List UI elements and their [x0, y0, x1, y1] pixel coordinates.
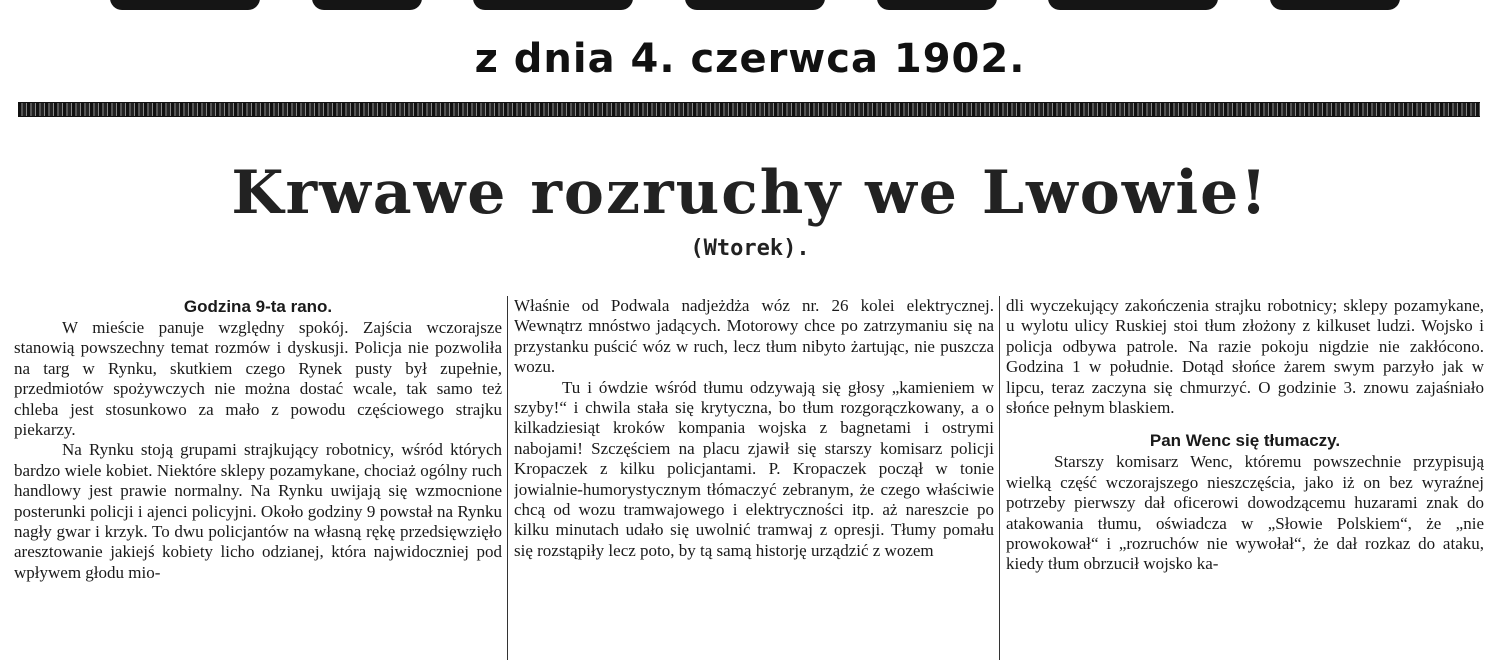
- paragraph: Starszy komisarz Wenc, któremu powszechnie przypisują wielką część wczorajszego nieszczęścia, jako iż on bez wyraźnej potrzeby pierwszy dał oficerowi dowodzącemu huzarami znak do atakowania tłumu, oświadcza w „Słowie Polskiem“, że „nie prowokował“ i „rozruchów nie wywołał“, że dał rozkaz do ataku, kiedy tłum obrzucił wojsko ka-: [1006, 452, 1484, 574]
- headline: Krwawe rozruchy we Lwowie!: [231, 158, 1269, 228]
- column-divider: [999, 296, 1000, 660]
- subheadline-day: (Wtorek).: [690, 236, 810, 261]
- paragraph: Na Rynku stoją grupami strajkujący robotnicy, wśród których bardzo wiele kobiet. Niektóre sklepy pozamykane, chociaż ogólny ruch handlowy jest prawie normalny. Na Rynku uwijają się wzmocnione posterunki policji i ajenci policyjni. Około godziny 9 powstał na Rynku nagły gwar i krzyk. To dwu policjantów na własną rękę przedsięwzięło aresztowanie jakiejś kobiety licho odzianej, która najwidoczniej pod wpływem głodu mio-: [14, 440, 502, 582]
- issue-date: z dnia 4. czerwca 1902.: [474, 36, 1026, 82]
- ornamental-rule: [18, 102, 1480, 117]
- section-heading-9am: Godzina 9-ta rano.: [183, 297, 333, 316]
- article-column-2: [514, 296, 994, 666]
- article-column-3: [1006, 296, 1484, 666]
- article-column-1: [14, 296, 502, 666]
- paragraph: Tu i ówdzie wśród tłumu odzywają się głosy „kamieniem w szyby!“ i chwila stała się krytyczna, bo tłum rozgorączkowany, a o kilkadziesiąt kroków kompania wojska z bagnetami i ostrymi nabojami! Szczęściem na placu zjawił się starszy komisarz policji Kropaczek z kilku policjantami. P. Kropaczek począł w tonie jowialnie-humorystycznym tłómaczyć zebranym, że czego właściwie chcą od wozu tramwajowego i elektryczności itp. aż nareszcie po kilku minutach udało się uwolnić tramwaj z opresji. Tłumy pomału się rozstąpiły lecz poto, by tą samą historję urządzić z wozem: [514, 377, 994, 560]
- paragraph: Właśnie od Podwala nadjeżdża wóz nr. 26 kolei elektrycznej. Wewnątrz mnóstwo jadących. Motorowy chce po zatrzymaniu się na przystanku puścić wóz w ruch, lecz tłum nibyto żartując, nie puszcza wozu.: [514, 296, 994, 377]
- paragraph: dli wyczekujący zakończenia strajku robotnicy; sklepy pozamykane, u wylotu ulicy Ruskiej stoi tłum złożony z kilkuset ludzi. Wojsko i policja odbywa patrole. Na razie pokoju nigdzie nie zakłócono. Godzina 1 w południe. Dotąd słońce żarem swym parzyło jak w lipcu, teraz zaczyna się chmurzyć. O godzinie 3. znowu zajaśniało słońce pełnym blaskiem.: [1006, 296, 1484, 418]
- paragraph: W mieście panuje względny spokój. Zajścia wczorajsze stanowią powszechny temat rozmów i dyskusji. Policja nie pozwoliła na targ w Rynku, skutkiem czego Rynek pusty był zupełnie, przedmiotów spożywczych nie można dostać wcale, tak samo też chleba jest stosunkowo za mało z powodu częściowego strajku piekarzy.: [14, 318, 502, 440]
- column-divider: [507, 296, 508, 660]
- masthead-title-fragment: [110, 0, 1400, 10]
- section-heading-wenc: Pan Wenc się tłumaczy.: [1149, 431, 1341, 451]
